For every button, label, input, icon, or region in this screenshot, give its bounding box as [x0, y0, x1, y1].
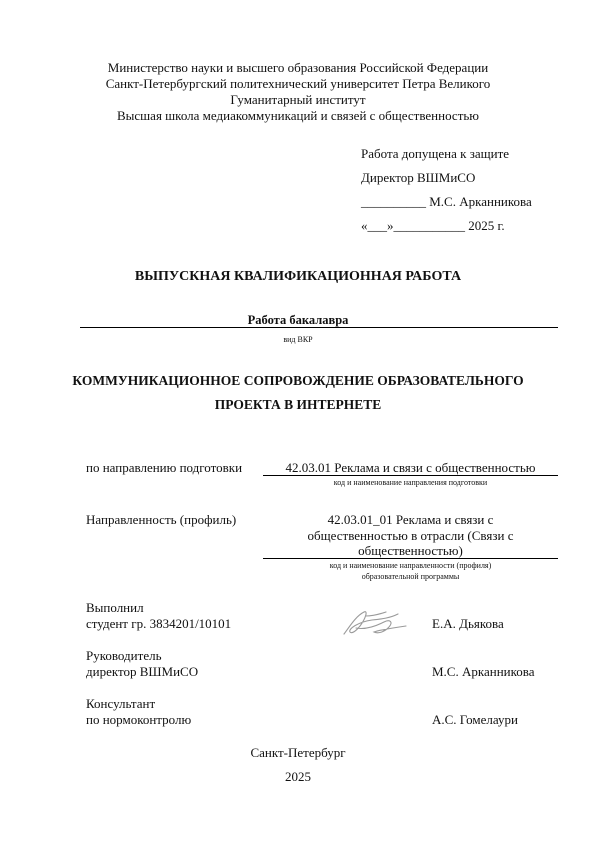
- performer-name: Е.А. Дьякова: [432, 616, 504, 631]
- profile-value-line-3: общественностью): [358, 543, 463, 558]
- work-type-value: Работа бакалавра: [247, 313, 349, 327]
- footer-city: Санкт-Петербург: [250, 745, 346, 760]
- university-name: Санкт-Петербургский политехнический университет Петра Великого: [105, 76, 491, 91]
- signature-image: [336, 604, 416, 640]
- performer-group: студент гр. 3834201/10101: [86, 616, 232, 631]
- profile-caption-line-1: код и наименование направленности (профиля): [329, 561, 492, 570]
- direction-label: по направлению подготовки: [86, 460, 243, 475]
- profile-underline: [263, 558, 558, 559]
- profile-value-line-2: общественностью в отрасли (Связи с: [307, 528, 514, 543]
- consultant-role: по нормоконтролю: [86, 712, 192, 727]
- work-type-caption: вид ВКР: [283, 335, 313, 344]
- approval-text: Работа допущена к защите: [361, 146, 510, 161]
- consultant-label: Консультант: [86, 696, 156, 711]
- profile-label: Направленность (профиль): [86, 512, 237, 527]
- approval-date-line: «___»___________ 2025 г.: [361, 218, 505, 233]
- work-type-underline: [80, 327, 558, 328]
- approval-signature-line: __________ М.С. Арканникова: [361, 194, 532, 209]
- topic-line-2: ПРОЕКТА В ИНТЕРНЕТЕ: [214, 397, 382, 412]
- performer-label: Выполнил: [86, 600, 144, 615]
- supervisor-position: директор ВШМиСО: [86, 664, 199, 679]
- direction-value: 42.03.01 Реклама и связи с общественностью: [285, 460, 536, 475]
- ministry-name: Министерство науки и высшего образования Российской Федерации: [107, 60, 489, 75]
- direction-caption: код и наименование направления подготовки: [333, 478, 488, 487]
- supervisor-label: Руководитель: [86, 648, 162, 663]
- document-title: ВЫПУСКНАЯ КВАЛИФИКАЦИОННАЯ РАБОТА: [134, 269, 462, 284]
- supervisor-name: М.С. Арканникова: [432, 664, 535, 679]
- consultant-name: А.С. Гомелаури: [432, 712, 518, 727]
- profile-caption-line-2: образовательной программы: [361, 572, 460, 581]
- footer-year: 2025: [285, 769, 311, 784]
- topic-line-1: КОММУНИКАЦИОННОЕ СОПРОВОЖДЕНИЕ ОБРАЗОВАТЕЛЬНОГО: [72, 373, 524, 388]
- institute-name: Гуманитарный институт: [230, 92, 366, 107]
- school-name: Высшая школа медиакоммуникаций и связей с общественностью: [116, 108, 480, 123]
- approval-position: Директор ВШМиСО: [361, 170, 476, 185]
- direction-underline: [263, 475, 558, 476]
- profile-value-line-1: 42.03.01_01 Реклама и связи с: [327, 512, 494, 527]
